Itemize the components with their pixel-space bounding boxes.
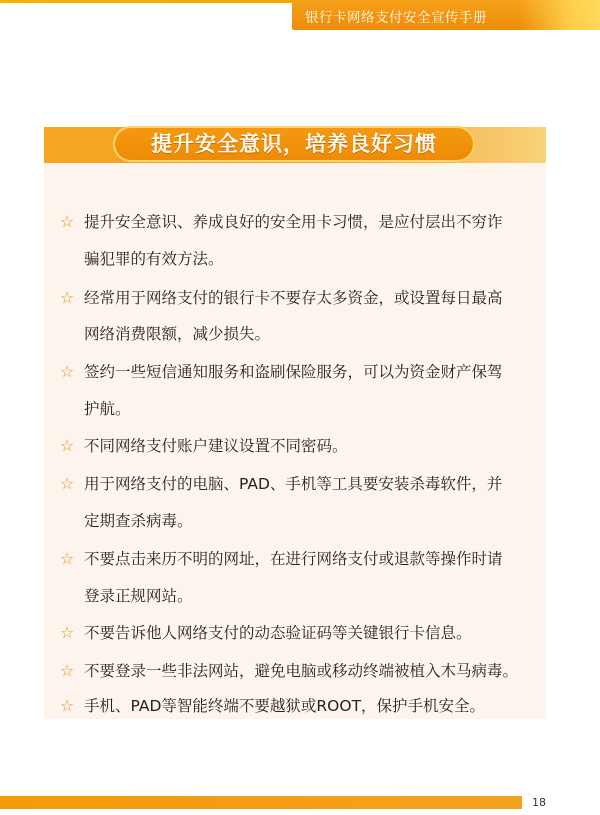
list-item-line: 不同网络支付账户建议设置不同密码。: [84, 437, 348, 455]
list-item-line: 手机、PAD等智能终端不要越狱或ROOT，保护手机安全。: [84, 697, 486, 715]
star-outline-icon: ☆: [59, 474, 75, 493]
star-outline-icon: ☆: [59, 623, 75, 642]
header-fade-decoration: [520, 0, 600, 30]
list-item-line: 不要告诉他人网络支付的动态验证码等关键银行卡信息。: [84, 624, 472, 642]
star-outline-icon: ☆: [59, 549, 75, 568]
list-item-line: 用于网络支付的电脑、PAD、手机等工具要安装杀毒软件，并: [84, 475, 503, 493]
section-title: 提升安全意识，培养良好习惯: [151, 131, 437, 156]
star-outline-icon: ☆: [59, 661, 75, 680]
star-outline-icon: ☆: [59, 288, 75, 307]
header-title: 银行卡网络支付安全宣传手册: [305, 10, 487, 26]
list-item-line: 经常用于网络支付的银行卡不要存太多资金，或设置每日最高: [84, 289, 503, 307]
list-item-line: 不要登录一些非法网站，避免电脑或移动终端被植入木马病毒。: [84, 662, 519, 680]
page-number: 18: [532, 796, 546, 809]
star-outline-icon: ☆: [59, 696, 75, 715]
list-item-line: 不要点击来历不明的网址，在进行网络支付或退款等操作时请: [84, 550, 503, 568]
list-item-line: 登录正规网站。: [84, 587, 193, 605]
list-item-line: 骗犯罪的有效方法。: [84, 250, 224, 268]
list-item-line: 定期查杀病毒。: [84, 512, 193, 530]
list-item-line: 提升安全意识、养成良好的安全用卡习惯，是应付层出不穷诈: [84, 213, 503, 231]
list-item-line: 签约一些短信通知服务和盗刷保险服务，可以为资金财产保驾: [84, 363, 503, 381]
footer-bar: [0, 796, 522, 809]
star-outline-icon: ☆: [59, 212, 75, 231]
list-item-line: 护航。: [84, 400, 131, 418]
list-item-line: 网络消费限额，减少损失。: [84, 325, 271, 343]
star-outline-icon: ☆: [59, 362, 75, 381]
star-outline-icon: ☆: [59, 436, 75, 455]
